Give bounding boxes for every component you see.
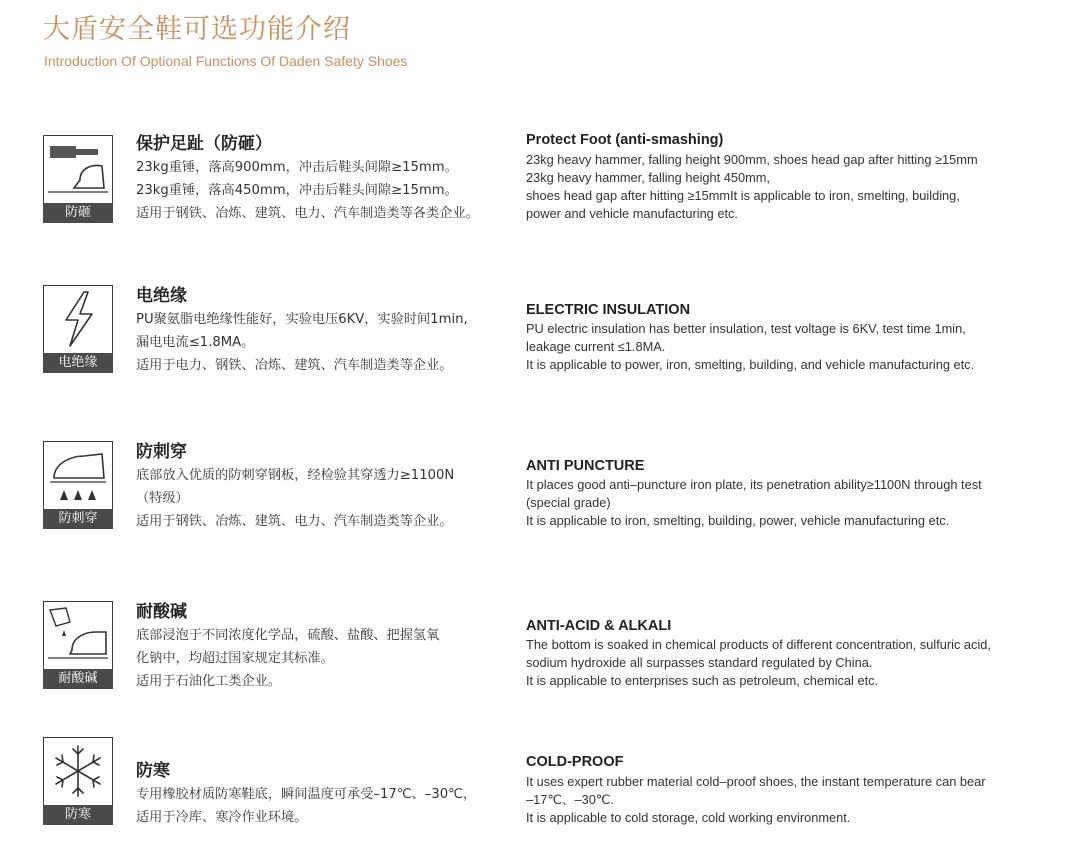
feature-text-cn: 底部放入优质的防刺穿钢板，经检验其穿透力≥1100N	[136, 468, 455, 483]
feature-text-en: It places good anti–puncture iron plate, its penetration ability≥1100N through test	[526, 477, 982, 492]
feature-text-en: leakage current ≤1.8MA.	[526, 339, 666, 354]
feature-text-en: 23kg heavy hammer, falling height 450mm,	[526, 170, 770, 185]
feature-text-cn: 专用橡胶材质防寒鞋底，瞬间温度可承受–17℃、–30℃，	[136, 787, 477, 802]
icon-label: 防寒	[43, 805, 113, 825]
feature-title-en: ANTI-ACID & ALKALI	[526, 618, 672, 634]
feature-icon-box-anti-smashing	[43, 135, 113, 223]
feature-text-cn: 23kg重锤，落高450mm，冲击后鞋头间隙≥15mm。	[136, 183, 458, 198]
feature-text-en: 23kg heavy hammer, falling height 900mm, shoes head gap after hitting ≥15mm	[526, 152, 978, 167]
feature-text-cn: 化钠中，均超过国家规定其标准。	[136, 651, 334, 666]
feature-icon-box-anti-puncture	[43, 441, 113, 529]
acid-shoe-icon	[44, 602, 112, 668]
feature-text-cn: 漏电电流≤1.8MA。	[136, 335, 255, 350]
feature-title-en: ANTI PUNCTURE	[526, 458, 645, 474]
feature-title-cn: 电绝缘	[136, 286, 187, 306]
icon-label: 防砸	[43, 203, 113, 223]
feature-text-cn: 适用于钢铁、冶炼、建筑、电力、汽车制造类等各类企业。	[136, 206, 479, 221]
feature-text-cn: 23kg重锤，落高900mm，冲击后鞋头间隙≥15mm。	[136, 160, 458, 175]
feature-text-en: The bottom is soaked in chemical products of different concentration, sulfuric acid,	[526, 637, 991, 652]
feature-text-en: power and vehicle manufacturing etc.	[526, 206, 738, 221]
feature-title-en: Protect Foot (anti-smashing)	[526, 132, 724, 148]
feature-text-en: shoes head gap after hitting ≥15mmIt is applicable to iron, smelting, building,	[526, 188, 960, 203]
feature-title-cn: 防刺穿	[136, 442, 187, 462]
snowflake-icon	[44, 738, 112, 804]
feature-text-en: It is applicable to enterprises such as petroleum, chemical etc.	[526, 673, 879, 688]
feature-icon-box-electric-insulation	[43, 285, 113, 373]
feature-text-cn: 底部浸泡于不同浓度化学品，硫酸、盐酸、把握氢氧	[136, 628, 440, 643]
feature-text-cn: 适用于石油化工类企业。	[136, 674, 282, 689]
feature-text-en: PU electric insulation has better insulation, test voltage is 6KV, test time 1min,	[526, 321, 966, 336]
feature-title-cn: 防寒	[136, 761, 170, 781]
feature-icon-box-anti-acid-alkali	[43, 601, 113, 689]
feature-text-cn: 适用于电力、钢铁、冶炼、建筑、汽车制造类等企业。	[136, 358, 453, 373]
feature-text-en: sodium hydroxide all surpasses standard regulated by China.	[526, 655, 873, 670]
feature-text-en: It is applicable to power, iron, smelting, building, and vehicle manufacturing etc.	[526, 357, 975, 372]
feature-text-en: (special grade)	[526, 495, 611, 510]
puncture-shoe-icon	[44, 442, 112, 508]
hammer-shoe-icon	[44, 136, 112, 202]
feature-text-en: It is applicable to iron, smelting, building, power, vehicle manufacturing etc.	[526, 513, 950, 528]
page-title: 大盾安全鞋可选功能介绍	[43, 14, 351, 45]
icon-label: 防刺穿	[43, 509, 113, 529]
icon-label: 耐酸碱	[43, 669, 113, 689]
lightning-icon	[44, 286, 112, 352]
feature-title-en: COLD-PROOF	[526, 754, 624, 770]
feature-text-cn: 适用于钢铁、冶炼、建筑、电力、汽车制造类等企业。	[136, 514, 453, 529]
feature-text-cn: （特级）	[136, 491, 189, 506]
page-subtitle: Introduction Of Optional Functions Of Daden Safety Shoes	[44, 53, 408, 69]
feature-title-cn: 保护足趾（防砸）	[136, 134, 272, 154]
feature-title-en: ELECTRIC INSULATION	[526, 302, 691, 318]
feature-text-cn: 适用于冷库、寒冷作业环境。	[136, 810, 308, 825]
feature-title-cn: 耐酸碱	[136, 602, 187, 622]
feature-text-en: It is applicable to cold storage, cold working environment.	[526, 810, 851, 825]
icon-label: 电绝缘	[43, 353, 113, 373]
feature-icon-box-cold-proof	[43, 737, 113, 825]
feature-text-en: It uses expert rubber material cold–proof shoes, the instant temperature can bear	[526, 774, 986, 789]
feature-text-en: –17℃、–30℃.	[526, 792, 614, 807]
feature-text-cn: PU聚氨脂电绝缘性能好，实验电压6KV，实验时间1min,	[136, 312, 468, 327]
